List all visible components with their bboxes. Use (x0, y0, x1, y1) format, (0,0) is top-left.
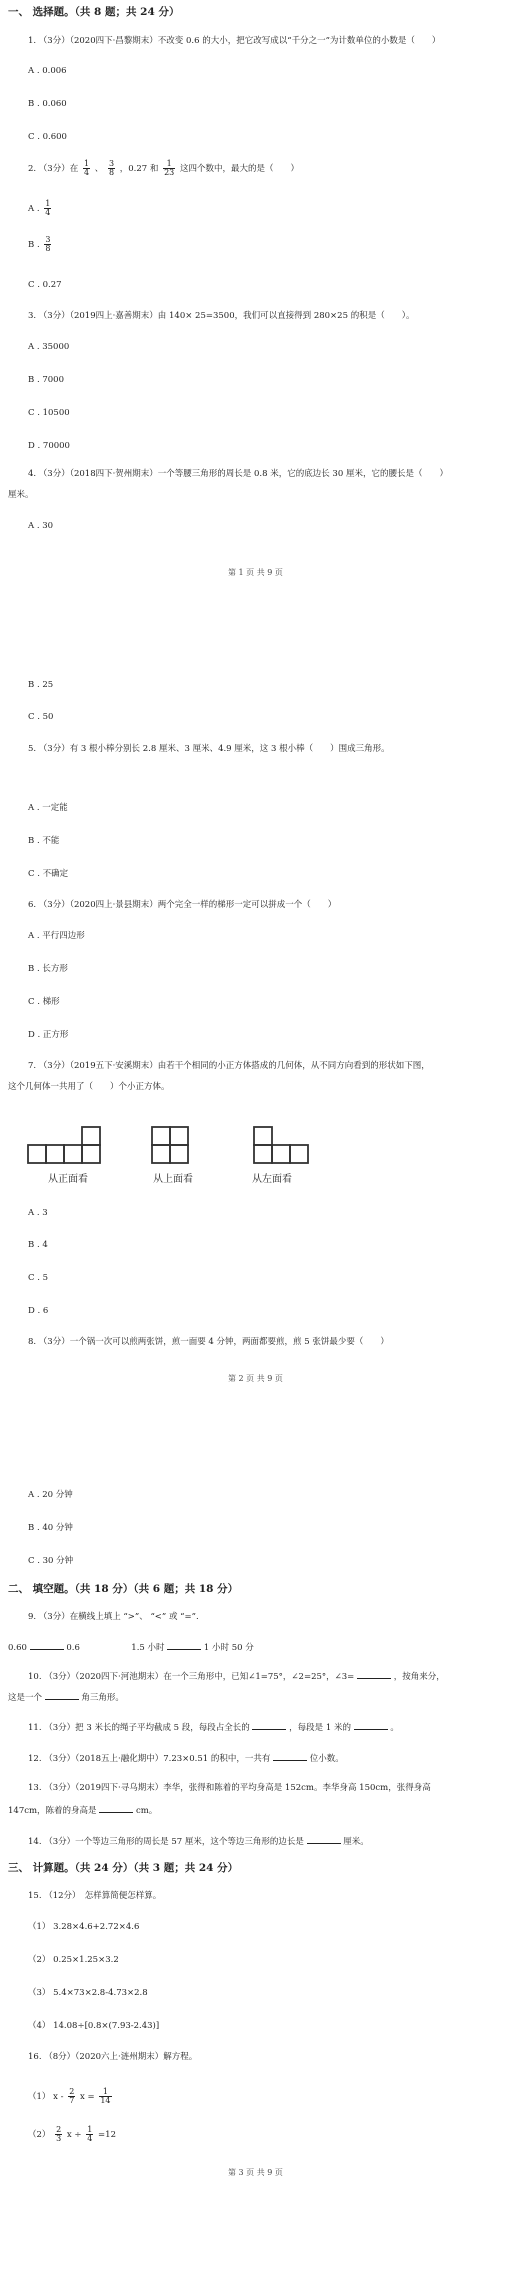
q2-option-a-fraction (44, 200, 51, 217)
q12-prefix: 12. （3分）（2018五上·融化期中）7.23×0.51 的积中，一共有 (28, 1754, 271, 1764)
q11-postfix: 。 (390, 1723, 399, 1733)
question-15-stem: 15. （12分） 怎样算简便怎样算。 (28, 1891, 162, 1901)
question-14-stem (28, 1835, 369, 1847)
q16-e1-middle: x = (79, 2092, 95, 2102)
q9-right-2: 1 小时 50 分 (203, 1643, 254, 1653)
q10-stem-text: 10. （3分）（2020四下·河池期末）在一个三角形中，已知∠1=75°，∠2=25°，∠3= (28, 1672, 355, 1682)
q2-prefix: 2. （3分）在 (28, 164, 79, 174)
q16-e2-middle: x ÷ (66, 2130, 82, 2140)
left-view-shape (254, 1127, 308, 1163)
q9-left-2: 1.5 小时 (131, 1643, 165, 1653)
question-10-line2 (8, 1691, 124, 1703)
top-view-label: 从上面看 (153, 1174, 193, 1185)
q11-blank-1[interactable] (252, 1721, 286, 1730)
q15-item-3: （3） 5.4×73×2.8-4.73×2.8 (28, 1988, 148, 1998)
page-footer-2: 第 2 页 共 9 页 (228, 1374, 283, 1383)
question-7-stem: 7. （3分）（2019五下·安溪期末）由若干个相同的小正方体搭成的几何体，从不同方向看到的形状如下图， (28, 1061, 430, 1071)
q16-e2-prefix: （2） (28, 2130, 51, 2140)
q2-f3-denominator: 23 (164, 168, 175, 177)
q10-line2-prefix: 这是一个 (8, 1693, 43, 1703)
q15-item-4: （4） 14.08÷[0.8×(7.93-2.43)] (28, 2021, 160, 2031)
page-footer-3: 第 3 页 共 9 页 (228, 2168, 283, 2177)
question-3-stem: 3. （3分）（2019四上·嘉善期末）由 140× 25=3500，我们可以直接得到 280×25 的积是（ ）。 (28, 311, 415, 321)
question-9-stem: 9. （3分）在横线上填上 “>”、 “<” 或 “=”. (28, 1612, 199, 1622)
front-view-shape (28, 1127, 100, 1163)
q2-b-denominator: 8 (45, 244, 51, 253)
q11-blank-2[interactable] (354, 1721, 388, 1730)
q10-line2-postfix: 角三角形。 (81, 1693, 124, 1703)
q2-b-numerator: 3 (45, 235, 51, 244)
section-heading-2: 二、 填空题。（共 18 分）（共 6 题；共 18 分） (8, 1583, 239, 1595)
q16-e1-prefix: （1） x - (28, 2092, 64, 2102)
q3-option-d: D . 70000 (28, 441, 70, 451)
q2-separator: 、 (94, 164, 104, 174)
q16-e2-f1-denominator: 3 (56, 2134, 62, 2143)
q8-option-b: B . 40 分钟 (28, 1523, 73, 1533)
q16-e2-fraction-2 (86, 2126, 93, 2143)
q16-e1-f2-numerator: 1 (99, 2088, 111, 2097)
q7-option-c: C . 5 (28, 1273, 49, 1283)
q3-option-c: C . 10500 (28, 408, 70, 418)
q16-equation-2 (28, 2126, 116, 2143)
q2-fraction-2 (108, 160, 115, 177)
q3-option-a: A . 35000 (28, 342, 70, 352)
q10-blank-1[interactable] (357, 1670, 391, 1679)
q16-e1-f1-numerator: 2 (69, 2087, 75, 2096)
q6-option-b: B . 长方形 (28, 964, 68, 974)
q14-blank[interactable] (307, 1835, 341, 1844)
q13-line2-postfix: cm。 (135, 1806, 158, 1816)
q2-fraction-1 (83, 160, 90, 177)
q16-e2-postfix: =12 (98, 2130, 116, 2140)
q9-left-1: 0.60 (8, 1643, 27, 1653)
q2-f3-numerator: 1 (163, 160, 175, 169)
question-4-stem: 4. （3分）（2018四下·贺州期末）一个等腰三角形的周长是 0.8 米，它的底边长 30 厘米，它的腰长是（ ） (28, 469, 448, 479)
q16-e1-fraction-1 (68, 2088, 75, 2105)
page-footer-1: 第 1 页 共 9 页 (228, 568, 283, 577)
q16-e1-fraction-2 (99, 2088, 111, 2105)
q5-option-c: C . 不确定 (28, 869, 69, 879)
q1-option-c: C . 0.600 (28, 132, 67, 142)
q12-blank[interactable] (273, 1752, 307, 1761)
q16-e1-f2-denominator: 14 (100, 2096, 111, 2105)
q5-option-b: B . 不能 (28, 836, 60, 846)
q2-f2-denominator: 8 (108, 168, 115, 177)
q10-stem-end: ，按角来分， (393, 1672, 445, 1682)
q2-middle: ，0.27 和 (119, 164, 159, 174)
q2-option-b-label: B . (28, 240, 40, 250)
q7-option-d: D . 6 (28, 1306, 49, 1316)
q9-blank-1[interactable] (30, 1641, 64, 1650)
q13-line2-prefix: 147cm，陈着的身高是 (8, 1806, 97, 1816)
q2-option-a (28, 200, 53, 217)
q2-a-denominator: 4 (45, 208, 51, 217)
q7-option-b: B . 4 (28, 1240, 48, 1250)
q1-option-a: A . 0.006 (28, 66, 67, 76)
question-16-stem: 16. （8分）（2020六上·涟州期末）解方程。 (28, 2052, 198, 2062)
top-view-shape (152, 1127, 188, 1163)
section-heading-1: 一、 选择题。（共 8 题；共 24 分） (8, 6, 180, 18)
question-12-stem (28, 1752, 344, 1764)
question-2-stem (28, 160, 299, 177)
q2-fraction-3 (163, 160, 175, 177)
q2-option-a-label: A . (28, 204, 40, 214)
q15-item-2: （2） 0.25×1.25×3.2 (28, 1955, 119, 1965)
question-4-stem-cont: 厘米。 (8, 490, 34, 500)
q2-f1-numerator: 1 (83, 159, 90, 168)
q14-prefix: 14. （3分）一个等边三角形的周长是 57 厘米，这个等边三角形的边长是 (28, 1837, 304, 1847)
q16-e1-f1-denominator: 7 (69, 2096, 75, 2105)
left-view-label: 从左面看 (252, 1174, 292, 1185)
q4-option-b: B . 25 (28, 680, 54, 690)
q2-a-numerator: 1 (45, 199, 51, 208)
q6-option-d: D . 正方形 (28, 1030, 69, 1040)
q4-option-a: A . 30 (28, 521, 54, 531)
question-7-stem-cont: 这个几何体一共用了（ ）个小正方体。 (8, 1082, 170, 1092)
q16-e2-fraction-1 (55, 2126, 62, 2143)
question-11-stem (28, 1721, 399, 1733)
q3-option-b: B . 7000 (28, 375, 64, 385)
front-view-label: 从正面看 (48, 1174, 88, 1185)
q4-option-c: C . 50 (28, 712, 54, 722)
q15-item-1: （1） 3.28×4.6+2.72×4.6 (28, 1922, 140, 1932)
q14-postfix: 厘米。 (343, 1837, 369, 1847)
q16-e2-f2-denominator: 4 (87, 2134, 93, 2143)
q2-f1-denominator: 4 (83, 168, 90, 177)
q9-blank-2[interactable] (167, 1641, 201, 1650)
section-heading-3: 三、 计算题。（共 24 分）（共 3 题；共 24 分） (8, 1862, 239, 1874)
question-8-stem: 8. （3分）一个锅一次可以煎两张饼，煎一面要 4 分钟，两面都要煎，煎 5 张饼最少要（ ） (28, 1337, 389, 1347)
question-5-stem: 5. （3分）有 3 根小棒分别长 2.8 厘米、3 厘米、4.9 厘米，这 3 根小棒（ ）围成三角形。 (28, 744, 390, 754)
q13-blank[interactable] (99, 1804, 133, 1813)
q6-option-a: A . 平行四边形 (28, 931, 85, 941)
q2-f2-numerator: 3 (108, 159, 115, 168)
q8-option-a: A . 20 分钟 (28, 1490, 73, 1500)
q6-option-c: C . 梯形 (28, 997, 60, 1007)
q2-option-b-fraction (44, 236, 51, 253)
q1-option-b: B . 0.060 (28, 99, 67, 109)
question-13-stem: 13. （3分）（2019四下·寻乌期末）李华，张得和陈着的平均身高是 152cm。李华身高 150cm，张得身高 (28, 1783, 431, 1793)
q7-option-a: A . 3 (28, 1208, 48, 1218)
q10-blank-2[interactable] (45, 1691, 79, 1700)
q2-option-b (28, 236, 53, 253)
q16-equation-1 (28, 2088, 114, 2105)
question-1-stem: 1. （3分）（2020四下·昌黎期末）不改变 0.6 的大小，把它改写成以“千分之一”为计数单位的小数是（ ） (28, 36, 441, 46)
q8-option-c: C . 30 分钟 (28, 1556, 74, 1566)
q12-postfix: 位小数。 (309, 1754, 344, 1764)
q5-option-a: A . 一定能 (28, 803, 68, 813)
q9-compare-row (8, 1641, 254, 1653)
q16-e2-f1-numerator: 2 (56, 2125, 62, 2134)
q2-postfix: 这四个数中，最大的是（ ） (179, 164, 299, 174)
question-6-stem: 6. （3分）（2020四上·景县期末）两个完全一样的梯形一定可以拼成一个（ ） (28, 900, 337, 910)
q11-prefix: 11. （3分）把 3 米长的绳子平均截成 5 段，每段占全长的 (28, 1723, 250, 1733)
q16-e2-f2-numerator: 1 (87, 2125, 93, 2134)
q9-right-1: 0.6 (66, 1643, 80, 1653)
question-10-stem (28, 1670, 445, 1682)
q2-option-c: C . 0.27 (28, 280, 62, 290)
q11-middle: ，每段是 1 米的 (289, 1723, 351, 1733)
question-13-line2 (8, 1804, 157, 1816)
